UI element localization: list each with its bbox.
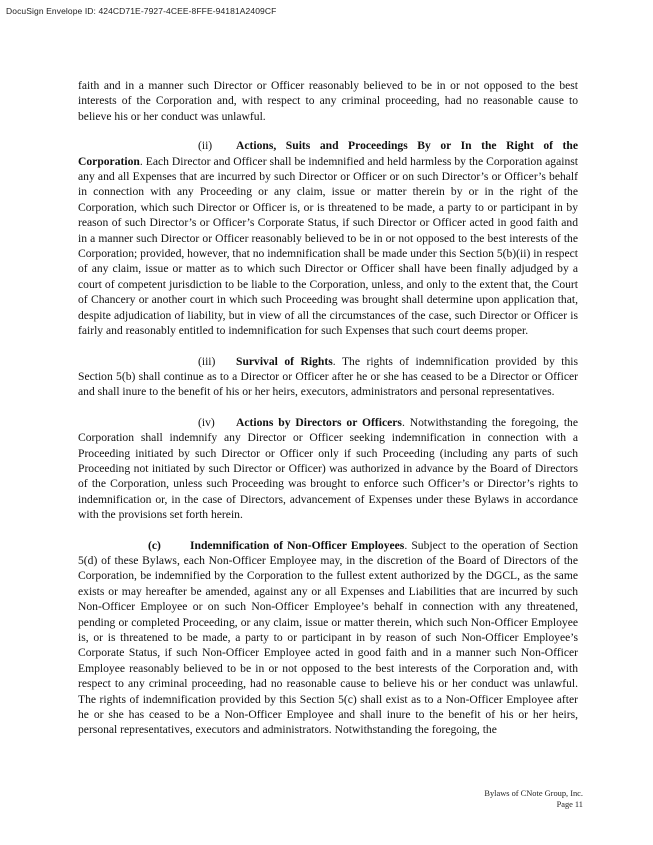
footer-page-number: Page 11	[556, 800, 583, 809]
paragraph-text: . Each Director and Officer shall be indemnified and held harmless by the Corporation against any and all Expenses that are incurred by such Director or Officer or on such Director’s or Officer’s behalf in connection with any Proceeding or any claim, issue or matter therein by or in the right of the Corporation, which such Director or Officer is, or is threatened to be made, a party to or participant in by reason of such Director’s or Officer’s Corporate Status, if such Director or Officer acted in good faith and in a manner such Director or Officer reasonably believed to be in or not opposed to the best interests of the Corporation; provided, however, that no indemnification shall be made under this Section 5(b)(ii) in respect of any claim, issue or matter as to which such Director or Officer shall have been finally adjudged by a court of competent jurisdiction to be liable to the Corporation, unless, and only to the extent that, the Court of Chancery or another court in which such Proceeding was brought shall determine upon application that, despite adjudication of liability, but in view of all the circumstances of the case, such Director or Officer is fairly and reasonably entitled to indemnification for such Expenses that such court deems proper.	[78, 154, 578, 338]
docusign-envelope-id: DocuSign Envelope ID: 424CD71E-7927-4CEE-8FFE-94181A2409CF	[6, 6, 277, 16]
section-heading: Indemnification of Non-Officer Employees	[190, 538, 405, 552]
page-footer	[484, 788, 583, 810]
section-number: (ii)	[198, 139, 213, 153]
section-number: (iv)	[198, 415, 215, 429]
section-number: (iii)	[198, 354, 216, 368]
paragraph-ii	[78, 138, 578, 338]
paragraph-text: . The rights of indemnification provided by this Section 5(b) shall continue as to a Director or Officer after he or she has ceased to be a Director or Officer and shall inure to the benefit of his or her heirs, executors, administrators and personal representatives.	[78, 354, 578, 399]
paragraph-text: . Notwithstanding the foregoing, the Corporation shall indemnify any Director or Officer seeking indemnification in connection with a Proceeding initiated by such Director or Officer only if such Proceeding (including any parts of such Proceeding not initiated by such Director or Officer) was authorized in advance by the Board of Directors of the Corporation, unless such Proceeding was brought to enforce such Officer’s or Director’s rights to indemnification or, in the case of Directors, advancement of Expenses under these Bylaws in accordance with the provisions set forth herein.	[78, 415, 578, 522]
paragraph-iii	[78, 354, 578, 400]
footer-doc-title: Bylaws of CNote Group, Inc.	[484, 789, 583, 798]
section-heading: Actions by Directors or Officers	[236, 415, 402, 429]
paragraph-c	[78, 538, 578, 738]
paragraph-continuation	[78, 78, 578, 124]
paragraph-text: . Subject to the operation of Section 5(d) of these Bylaws, each Non-Officer Employee may, in the discretion of the Board of Directors of the Corporation, be indemnified by the Corporation to the fullest extent authorized by the DGCL, as the same exists or may hereafter be amended, against any or all Expenses and Liabilities that are incurred by such Non-Officer Employee or on such Non-Officer Employee’s behalf in connection with any threatened, pending or completed Proceeding, or any claim, issue or matter therein, which such Non-Officer Employee is, or is threatened to be made, a party to or participant in by reason of such Non-Officer Employee’s Corporate Status, if such Non-Officer Employee acted in good faith and in a manner such Non-Officer Employee reasonably believed to be in or not opposed to the best interests of the Corporation and, with respect to any criminal proceeding, had no reasonable cause to believe his or her conduct was unlawful. The rights of indemnification provided by this Section 5(c) shall exist as to a Non-Officer Employee after he or she has ceased to be a Non-Officer Employee and shall inure to the benefit of his or her heirs, personal representatives, executors and administrators. Notwithstanding the foregoing, the	[78, 538, 578, 737]
section-heading: Survival of Rights	[236, 354, 333, 368]
paragraph-iv	[78, 415, 578, 523]
section-heading: Actions, Suits and Proceedings By or In the Right of the Corporation	[78, 139, 578, 168]
document-body	[78, 78, 578, 753]
paragraph-text: faith and in a manner such Director or Officer reasonably believed to be in or not opposed to the best interests of the Corporation and, with respect to any criminal proceeding, had no reasonable cause to believe his or her conduct was unlawful.	[78, 79, 578, 123]
section-number: (c)	[148, 538, 161, 552]
